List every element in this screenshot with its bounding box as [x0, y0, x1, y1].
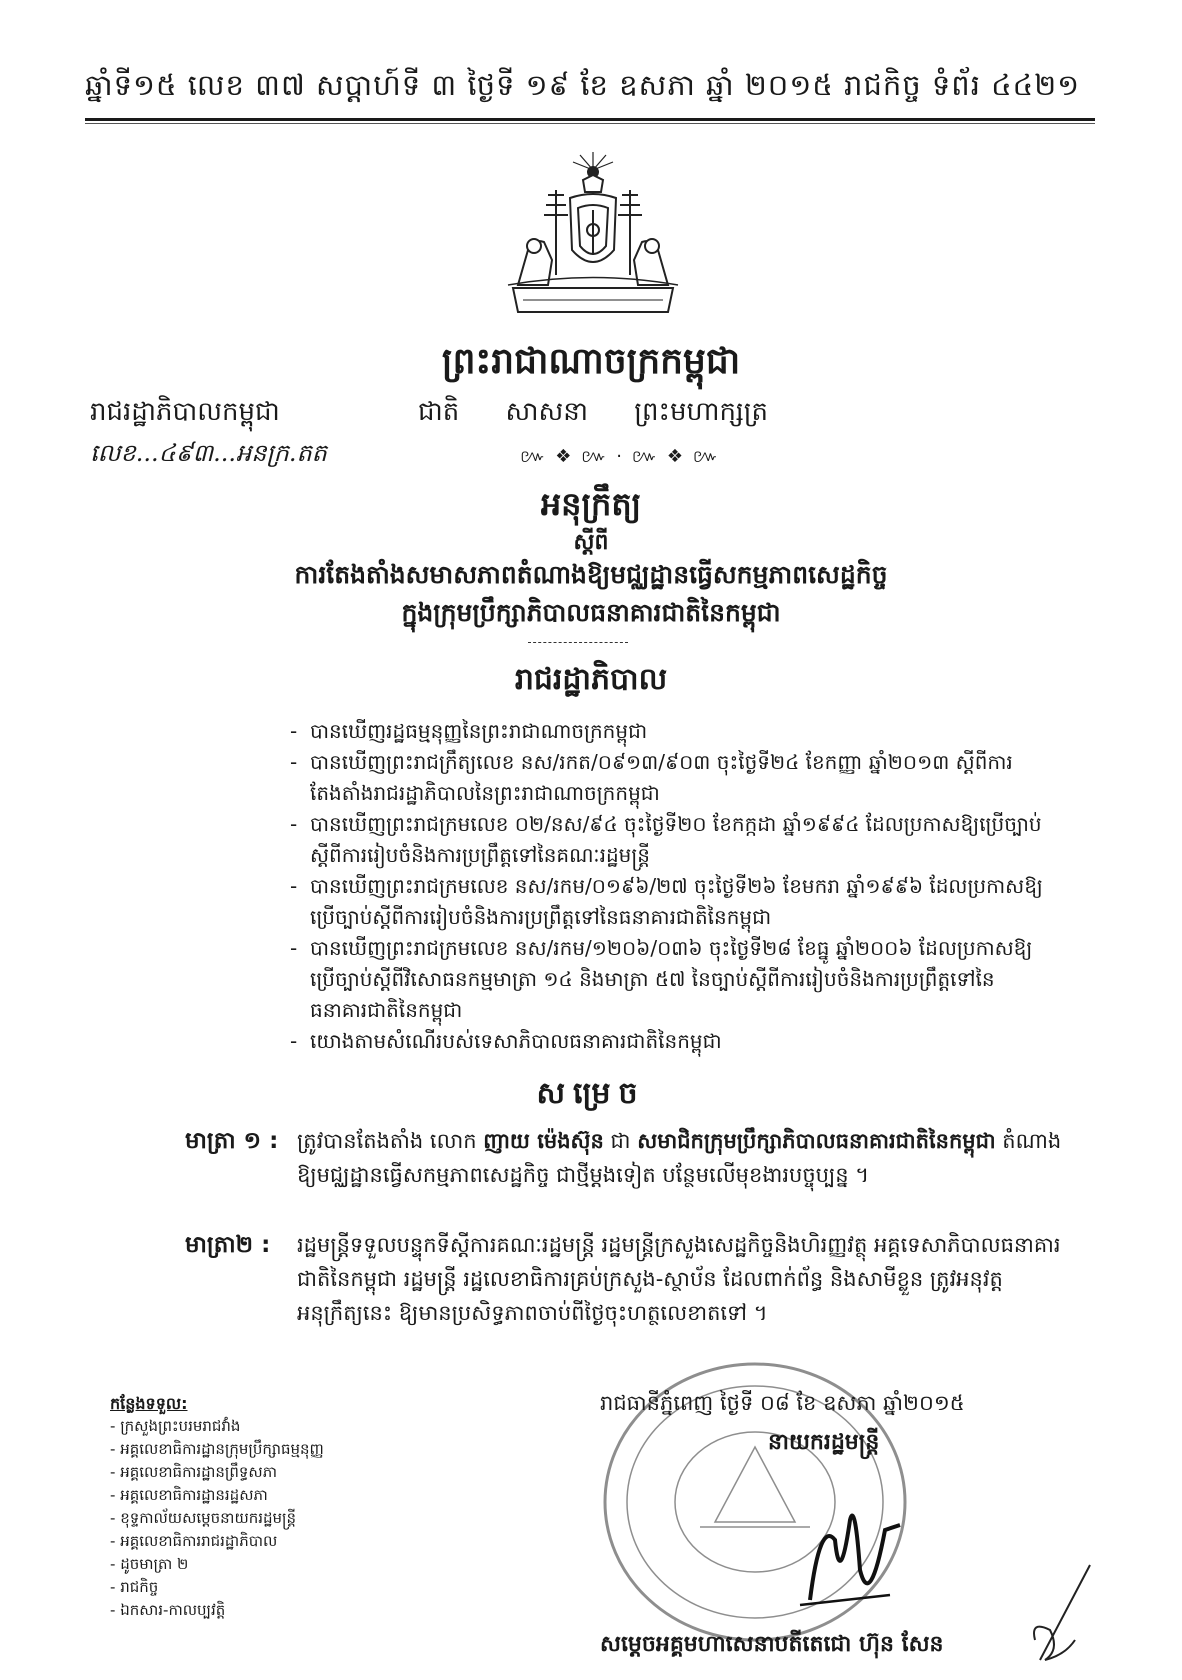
article-1-label: មាត្រា ១ :	[185, 1128, 279, 1154]
recipient-item: - ដូចមាត្រា ២	[110, 1555, 189, 1573]
signer-name: សម្ដេចអគ្គមហាសេនាបតីតេជោ ហ៊ុន សែន	[600, 1632, 944, 1657]
subject-line-1: ការតែងតាំងសមាសភាពតំណាងឱ្យមជ្ឈដ្ឋានធ្វើសកម្មភាពសេដ្ឋកិច្ច	[294, 560, 888, 589]
consideration-item: - បានឃើញព្រះរាជក្រមលេខ ០២/នស/៩៤ ចុះថ្ងៃទី២០ ខែកក្កដា ឆ្នាំ១៩៩៤ ដែលប្រកាសឱ្យប្រើច្បាប់ស្ដីពីការរៀបចំនិងការប្រព្រឹត្តទៅនៃគណៈរដ្ឋមន្ត្រី	[290, 812, 1042, 867]
recipient-item: - អគ្គលេខាធិការដ្ឋានរដ្ឋសភា	[110, 1486, 268, 1504]
recipient-item: - អគ្គលេខាធិការដ្ឋានព្រឹទ្ធសភា	[110, 1463, 277, 1481]
recipient-item: - អគ្គលេខាធិការរាជរដ្ឋាភិបាល	[110, 1532, 278, 1550]
header-rule-thin	[85, 123, 1095, 124]
recipient-item: - ឯកសារ-កាលប្បវត្តិ	[110, 1601, 226, 1619]
article-1	[185, 1124, 1065, 1192]
consideration-item: - បានឃើញរដ្ឋធម្មនុញ្ញនៃព្រះរាជាណាចក្រកម្ពុជា	[290, 719, 648, 743]
government-label: រាជរដ្ឋាភិបាលកម្ពុជា	[90, 397, 280, 427]
article-2	[185, 1228, 1065, 1330]
consideration-item: - បានឃើញព្រះរាជក្រឹត្យលេខ នស/រកត/០៩១៣/៩០៣ ចុះថ្ងៃទី២៤ ខែកញ្ញា ឆ្នាំ២០១៣ ស្ដីពីការតែងតាំងរាជរដ្ឋាភិបាលនៃព្រះរាជាណាចក្រកម្ពុជា	[290, 750, 1013, 805]
decree-number: លេខ...៤៩៣...អនក្រ.តត	[90, 439, 327, 467]
subject-divider	[528, 642, 628, 643]
consideration-item: - បានឃើញព្រះរាជក្រមលេខ នស/រកម/០១៩៦/២៧ ចុះថ្ងៃទី២៦ ខែមករា ឆ្នាំ១៩៩៦ ដែលប្រកាសឱ្យប្រើច្បាប់ស្ដីពីការរៀបចំនិងការប្រព្រឹត្តទៅនៃធនាគារជាតិនៃកម្ពុជា	[290, 874, 1043, 929]
handwritten-signature	[790, 1480, 910, 1620]
margin-initial-mark	[1020, 1560, 1100, 1670]
document-type: អនុក្រឹត្យ	[540, 485, 642, 523]
gazette-header: ឆ្នាំទី១៥ លេខ ៣៧ សប្ដាហ៍ទី ៣ ថ្ងៃទី ១៩ ខែ ឧសភា ឆ្នាំ ២០១៥ រាជកិច្ច ទំព័រ ៤៤២១	[85, 68, 1081, 102]
appointee-name: ញាយ ម៉េងស៊ុន	[483, 1129, 604, 1153]
ornament-divider: ៚ ❖ ៚ · ៚ ❖ ៚	[520, 446, 721, 467]
recipients-title: កន្លែងទទួល:	[110, 1394, 188, 1413]
article-2-label: មាត្រា២ :	[185, 1232, 271, 1258]
royal-coat-of-arms-icon	[498, 150, 688, 320]
issuer-title: រាជរដ្ឋាភិបាល	[514, 662, 668, 697]
subject-line-2: ក្នុងក្រុមប្រឹក្សាភិបាលធនាគារជាតិនៃកម្ពុជា	[401, 598, 781, 627]
recipient-item: - ក្រសួងព្រះបរមរាជវាំង	[110, 1417, 241, 1435]
recipients-list	[110, 1392, 324, 1622]
consideration-item: - បានឃើញព្រះរាជក្រមលេខ នស/រកម/១២០៦/០៣៦ ចុះថ្ងៃទី២៨ ខែធ្នូ ឆ្នាំ២០០៦ ដែលប្រកាសឱ្យប្រើច្បាប់ស្ដីពីវិសោធនកម្មមាត្រា ១៤ និងមាត្រា ៥៧ នៃច្បាប់ស្ដីពីការរៀបចំនិងការប្រព្រឹត្តទៅនៃធនាគារជាតិនៃកម្ពុជា	[290, 936, 1033, 1022]
recipient-item: - ខុទ្ទកាល័យសម្ដេចនាយករដ្ឋមន្ត្រី	[110, 1509, 297, 1527]
recipient-item: - អគ្គលេខាធិការដ្ឋានក្រុមប្រឹក្សាធម្មនុញ្ញ	[110, 1440, 324, 1458]
article-2-body: រដ្ឋមន្ត្រីទទួលបន្ទុកទីស្ដីការគណៈរដ្ឋមន្ត្រី រដ្ឋមន្ត្រីក្រសួងសេដ្ឋកិច្ចនិងហិរញ្ញវត្ថុ អគ្គទេសាភិបាលធនាគារជាតិនៃកម្ពុជា រដ្ឋមន្ត្រី រដ្ឋលេខាធិការគ្រប់ក្រសួង-ស្ថាប័ន ដែលពាក់ព័ន្ធ និងសាមីខ្លួន ត្រូវអនុវត្តអនុក្រឹត្យនេះ ឱ្យមានប្រសិទ្ធភាពចាប់ពីថ្ងៃចុះហត្ថលេខាតទៅ ។	[297, 1233, 1061, 1325]
kingdom-title: ព្រះរាជាណាចក្រកម្ពុជា	[441, 341, 741, 382]
national-motto: ជាតិ សាសនា ព្រះមហាក្សត្រ	[418, 397, 768, 427]
header-rule	[85, 118, 1095, 121]
appointee-role: សមាជិកក្រុមប្រឹក្សាភិបាលធនាគារជាតិនៃកម្ពុជា	[637, 1129, 996, 1153]
place-and-date: រាជធានីភ្នំពេញ ថ្ងៃទី ០៨ ខែ ឧសភា ឆ្នាំ២០១៥	[600, 1391, 965, 1415]
article-1-body: ត្រូវបានតែងតាំង លោក ញាយ ម៉េងស៊ុន ជា សមាជិកក្រុមប្រឹក្សាភិបាលធនាគារជាតិនៃកម្ពុជា តំណាងឱ្យមជ្ឈដ្ឋានធ្វើសកម្មភាពសេដ្ឋកិច្ច ជាថ្មីម្ដងទៀត បន្ថែមលើមុខងារបច្ចុប្បន្ន ។	[297, 1129, 1062, 1187]
consideration-item: - យោងតាមសំណើរបស់ទេសាភិបាលធនាគារជាតិនៃកម្ពុជា	[290, 1029, 722, 1053]
prime-minister-title: នាយករដ្ឋមន្ត្រី	[768, 1430, 880, 1455]
decides-heading: សម្រេច	[536, 1076, 646, 1111]
recipient-item: - រាជកិច្ច	[110, 1578, 159, 1596]
considerations-list	[290, 716, 1050, 1057]
concerning-label: ស្ដីពី	[573, 530, 609, 555]
